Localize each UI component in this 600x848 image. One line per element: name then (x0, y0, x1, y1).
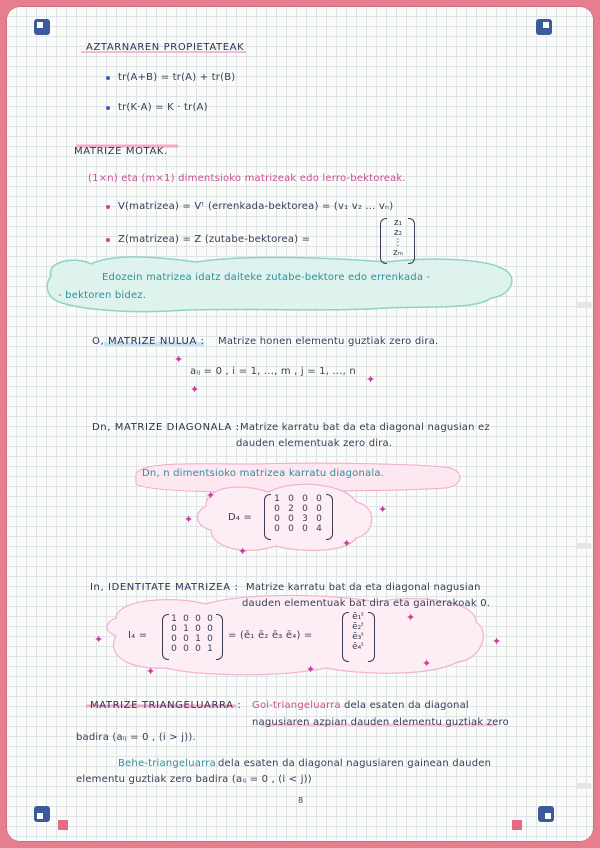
star-doodle: ✦ (146, 665, 156, 678)
matrix-cell: 0 (274, 504, 280, 514)
matrix-cell: 0 (274, 524, 280, 534)
bullet-dot (106, 76, 110, 80)
matrix-cell: 0 (183, 614, 189, 624)
matrix-cell: 0 (302, 504, 308, 514)
d4-matrix (270, 494, 326, 534)
star-doodle: ✦ (94, 633, 104, 646)
column-vector-entry: ē₁ᵗ (352, 612, 364, 622)
matrix-cell: 0 (288, 514, 294, 524)
triangular-matrix-title: MATRIZE TRIANGELUARRA : (90, 700, 242, 711)
star-doodle: ✦ (306, 663, 316, 676)
notebook-page (6, 6, 594, 842)
diagonal-caption: Dn, n dimentsioko matrizea karratu diagonala. (142, 468, 385, 479)
lower-triangular-text-1: dela esaten da diagonal nagusiaren gainean dauden (218, 758, 492, 769)
vector-dimensions-intro: (1×n) eta (m×1) dimentsioko matrizeak edo lerro-bektoreak. (88, 173, 406, 184)
null-matrix-title: O, MATRIZE NULUA : (92, 336, 205, 347)
matrix-cell: 0 (183, 644, 189, 654)
star-doodle: ✦ (366, 373, 376, 386)
upper-triangular-term: Goi-triangeluarra (252, 700, 341, 711)
diagonal-matrix-title: Dn, MATRIZE DIAGONALA : (92, 422, 240, 433)
matrix-cell: 1 (274, 494, 280, 504)
matrix-cell: 0 (207, 634, 213, 644)
null-matrix-description: Matrize honen elementu guztiak zero dira. (218, 336, 439, 347)
column-vector-bracket-right (408, 218, 415, 264)
lower-triangular-text-2: elementu guztiak zero badira (aᵢⱼ = 0 , (i < j)) (76, 774, 312, 785)
matrix-cell: 0 (195, 624, 201, 634)
star-doodle: ✦ (190, 383, 200, 396)
i4-matrix (168, 614, 216, 654)
matrix-cell: 1 (207, 644, 213, 654)
identity-description-2: dauden elementuak bat dira eta gainerakoak 0. (242, 598, 491, 609)
identity-matrix-title: In, IDENTITATE MATRIZEA : (90, 582, 239, 593)
star-doodle: ✦ (406, 611, 416, 624)
column-vector-entry: ē₄ᵗ (352, 642, 364, 652)
matrix-cell: 0 (316, 514, 322, 524)
diagonal-description-2: dauden elementuak zero dira. (236, 438, 393, 449)
trace-property-1: tr(A+B) = tr(A) + tr(B) (118, 72, 236, 83)
star-doodle: ✦ (492, 635, 502, 648)
column-vector-definition: Z(matrizea) = Z (zutabe-bektorea) = (118, 234, 311, 245)
note-line-2: - bektoren bidez. (58, 290, 147, 301)
star-doodle: ✦ (378, 503, 388, 516)
bullet-dot (106, 238, 110, 242)
identity-description-1: Matrize karratu bat da eta diagonal nagusian (246, 582, 481, 593)
column-vector-entry: zₘ (392, 248, 404, 258)
matrix-cell: 0 (302, 524, 308, 534)
column-vector-entry: z₂ (393, 228, 403, 238)
column-vector-entry: ⋮ (393, 238, 403, 248)
matrix-cell: 1 (183, 624, 189, 634)
matrix-cell: 0 (195, 614, 201, 624)
d4-label: D₄ = (228, 512, 253, 523)
matrix-cell: 0 (171, 624, 177, 634)
matrix-types-title: MATRIZE MOTAK. (74, 146, 168, 157)
star-doodle: ✦ (184, 513, 194, 526)
trace-properties-title: AZTARNAREN PROPIETATEAK (86, 42, 245, 53)
matrix-cell: 3 (302, 514, 308, 524)
matrix-cell: 0 (316, 504, 322, 514)
matrix-cell: 0 (195, 644, 201, 654)
i4-bracket-right (216, 614, 223, 660)
matrix-cell: 0 (274, 514, 280, 524)
null-matrix-formula: aᵢⱼ = 0 , i = 1, ..., m , j = 1, ..., n (190, 366, 356, 377)
row-vector-definition: V(matrizea) = Vᵗ (errenkada-bektorea) = (v₁ v₂ ... vₙ) (118, 201, 394, 212)
matrix-cell: 0 (207, 624, 213, 634)
bullet-dot (106, 205, 110, 209)
column-vector-entry: z₁ (393, 218, 403, 228)
matrix-cell: 0 (207, 614, 213, 624)
diagonal-description-1: Matrize karratu bat da eta diagonal nagusian ez (240, 422, 490, 433)
matrix-cell: 2 (288, 504, 294, 514)
lower-triangular-term: Behe-triangeluarra (118, 758, 216, 769)
bullet-dot (106, 106, 110, 110)
column-vector (388, 218, 408, 258)
matrix-cell: 1 (195, 634, 201, 644)
d4-bracket-right (326, 494, 333, 540)
matrix-cell: 0 (171, 644, 177, 654)
upper-triangular-text-2: nagusiaren azpian dauden elementu guztiak zero (252, 717, 509, 728)
matrix-cell: 4 (316, 524, 322, 534)
i4-label: I₄ = (128, 630, 148, 641)
matrix-cell: 0 (288, 494, 294, 504)
matrix-cell: 0 (183, 634, 189, 644)
trace-property-2: tr(K·A) = K · tr(A) (118, 102, 208, 113)
column-vector-entry: ē₂ᵗ (352, 622, 364, 632)
identity-column-vector (348, 612, 368, 652)
matrix-cell: 0 (288, 524, 294, 534)
star-doodle: ✦ (206, 489, 216, 502)
column-vector-bracket-left (380, 218, 387, 264)
star-doodle: ✦ (238, 545, 248, 558)
column-vector-entry: ē₃ᵗ (352, 632, 364, 642)
upper-triangular-text-1: dela esaten da diagonal (344, 700, 469, 711)
matrix-cell: 0 (316, 494, 322, 504)
star-doodle: ✦ (422, 657, 432, 670)
identity-row-vector: = (ē₁ ē₂ ē₃ ē₄) = (228, 630, 313, 641)
identity-col-bracket-right (368, 612, 375, 662)
upper-triangular-text-3: badira (aᵢⱼ = 0 , (i > j)). (76, 732, 196, 743)
page-number: 8 (298, 796, 304, 805)
note-line-1: Edozein matrizea idatz daiteke zutabe-bektore edo errenkada - (102, 272, 431, 283)
star-doodle: ✦ (342, 537, 352, 550)
matrix-cell: 1 (171, 614, 177, 624)
matrix-cell: 0 (171, 634, 177, 644)
matrix-cell: 0 (302, 494, 308, 504)
star-doodle: ✦ (174, 353, 184, 366)
